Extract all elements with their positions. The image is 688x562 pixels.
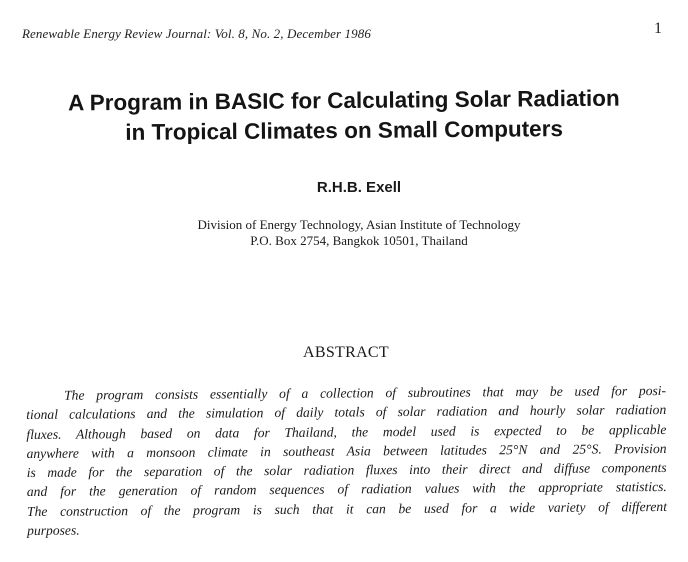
- title-line-2: in Tropical Climates on Small Computers: [125, 116, 564, 145]
- paper-title: [0, 83, 688, 149]
- title-line-1: A Program in BASIC for Calculating Solar Radiation: [67, 85, 620, 116]
- abstract-line: tional calculations and the simulation of daily totals of solar radiation and hourly solar radiation: [26, 402, 667, 423]
- affiliation: [0, 217, 688, 249]
- affiliation-line-2: P.O. Box 2754, Bangkok 10501, Thailand: [250, 233, 468, 248]
- abstract-body: [26, 381, 667, 540]
- abstract-line: anywhere with a monsoon climate in southeast Asia between latitudes 25°N and 25°S. Provision: [26, 440, 667, 461]
- abstract-line: purposes.: [27, 522, 80, 539]
- journal-citation: Renewable Energy Review Journal: Vol. 8, No. 2, December 1986: [22, 26, 371, 41]
- abstract-line: and for the generation of random sequences of radiation values with the appropriate statistics.: [26, 479, 667, 500]
- page-number: 1: [654, 20, 662, 37]
- abstract-line: The program consists essentially of a collection of subroutines that may be used for posi-: [64, 382, 667, 403]
- abstract-heading: ABSTRACT: [303, 344, 389, 361]
- affiliation-line-1: Division of Energy Technology, Asian Institute of Technology: [197, 217, 521, 232]
- abstract-line: fluxes. Although based on data for Thailand, the model used is expected to be applicable: [26, 421, 667, 442]
- abstract-line: is made for the separation of the solar radiation fluxes into their direct and diffuse components: [26, 460, 667, 481]
- author-name: R.H.B. Exell: [316, 179, 402, 196]
- abstract-line: The construction of the program is such that it can be used for a wide variety of different: [26, 498, 668, 519]
